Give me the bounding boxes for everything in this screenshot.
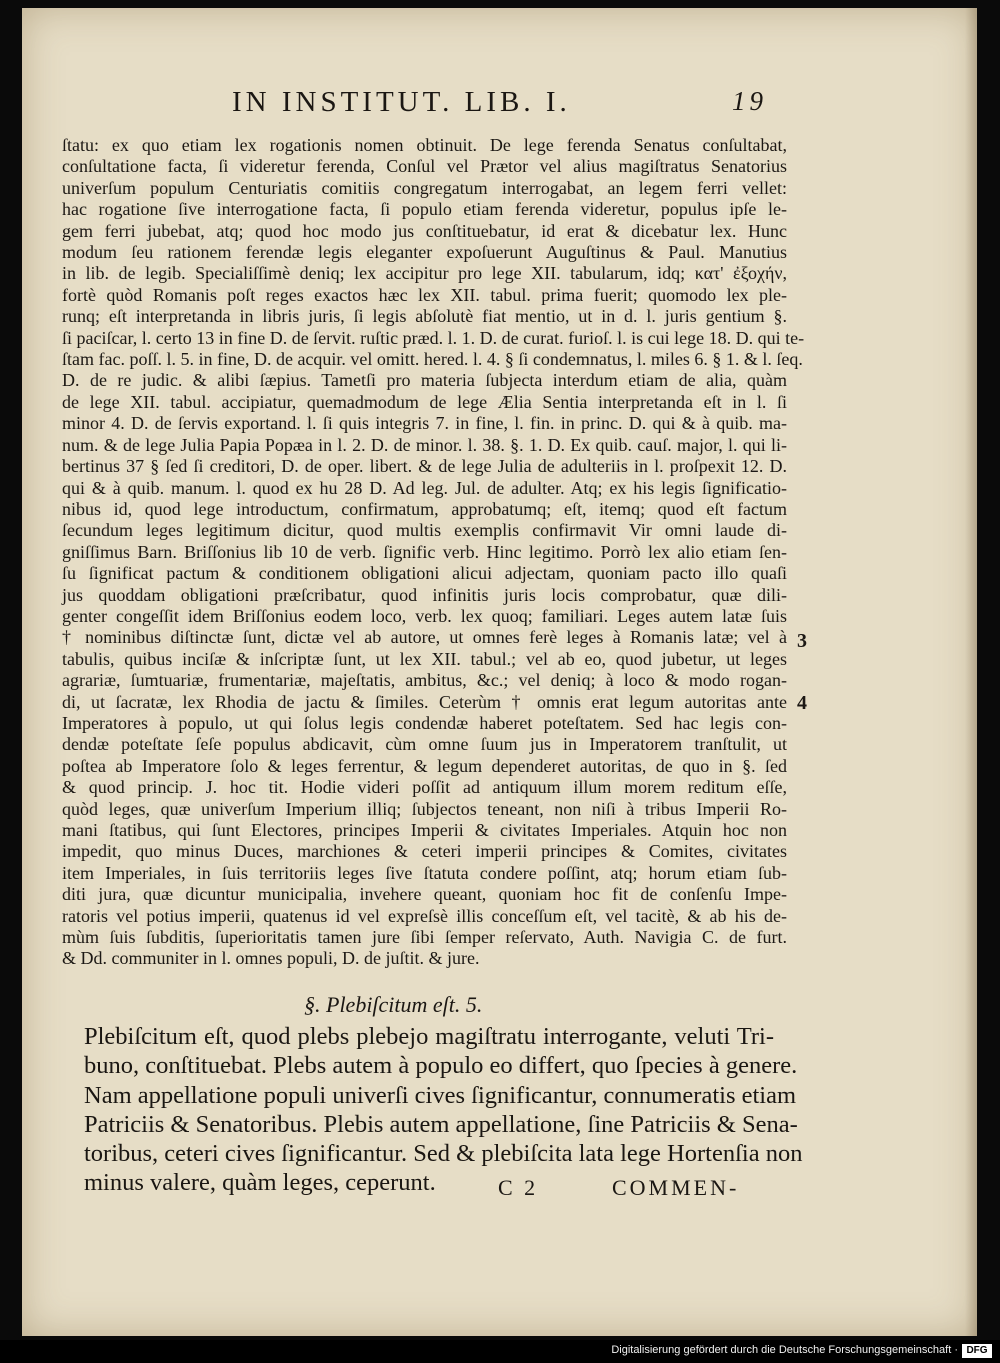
text-line: nibus id, quod lege introductum, confirmatum, approbatumq; eſt, itemq; quod eſt factum: [62, 498, 787, 519]
footer-credit: Digitalisierung gefördert durch die Deutsche Forschungsgemeinschaft ·: [611, 1344, 958, 1356]
text-line: tabulis, quibus inciſæ & inſcriptæ ſunt, ut lex XII. tabul.; vel ab eo, quod jubetur, ut leges: [62, 648, 787, 669]
main-text-line: Plebiſcitum eſt, quod plebs plebejo magiſtratu interrogante, veluti Tri-: [84, 1023, 774, 1050]
text-line: fortè quòd Romanis poſt reges exactos hæc lex XII. tabul. prima fuerit; quomodo lex ple-: [62, 284, 787, 305]
text-line: impedit, quo minus Duces, marchiones & ceteri imperii principes & Comites, civitates: [62, 841, 787, 862]
text-line: mùm ſuis ſubditis, ſuperioritatis tamen jure ſibi ſemper reſervato, Auth. Navigia C. de furt.: [62, 927, 787, 948]
text-line: ſtam fac. poſſ. l. 5. in fine, D. de acquir. vel omitt. hered. l. 4. § ſi condemnatus, l. miles 6. § 1. & l. ſeq.: [62, 349, 803, 370]
text-line: agrariæ, ſumtuariæ, frumentariæ, majeſtatis, ambitus, &c.; vel deniq; à loco & modo rogan-: [62, 670, 787, 691]
text-line: conſultatione facta, ſi videretur ferenda, Conſul vel Prætor vel alius magiſtratus Senatorius: [62, 156, 787, 177]
text-line: item Imperiales, in ſuis territoriis leges ſive ſtatuta condere poſſint, atq; horum etiam ſub-: [62, 862, 787, 883]
running-title: IN INSTITUT. LIB. I.: [232, 86, 571, 118]
signature-mark: C 2: [498, 1175, 539, 1200]
text-line: gem ferri jubebat, atq; quod hoc modo jus conſtituebatur, id erat & dicebatur lex. Hunc: [62, 220, 787, 241]
text-line: num. & de lege Julia Papia Popæa in l. 2. D. de minor. l. 38. §. 1. D. Ex quib. cauſ. major, l. qui li-: [62, 434, 787, 455]
section-heading: §. Plebiſcitum eſt. 5.: [304, 992, 483, 1017]
text-line: bertinus 37 § ſed ſi creditori, D. de oper. libert. & de lege Julia de adulteriis in l. proſpexit 12. D.: [62, 456, 787, 477]
text-line: poſtea ab Imperatore ſolo & leges ferrentur, & legum dependeret autoritas, de quo in §. ſed: [62, 755, 787, 776]
text-line: in lib. de legib. Specialiſſimè deniq; lex accipitur pro lege XII. tabularum, idq; κατ' ἐξοχήν,: [62, 263, 787, 284]
text-line: D. de re judic. & alibi ſæpius. Tametſi pro materia ſubjecta interdum etiam de alia, quàm: [62, 370, 787, 391]
text-line: dendæ poteſtate ſeſe populus abdicavit, cùm omne ſuum jus in Imperatorem tranſtulit, ut: [62, 734, 787, 755]
commentary-text: [62, 135, 807, 970]
main-text-line: toribus, ceteri cives ſignificantur. Sed & plebiſcita lata lege Hortenſia non: [84, 1140, 803, 1168]
text-line: gniſſimus Barn. Briſſonius lib 10 de verb. ſignific verb. Hinc legitimo. Porrò lex alio etiam ſen-: [62, 541, 787, 562]
text-line: † nominibus diſtinctæ ſunt, dictæ vel ab autore, ut omnes ferè leges à Romanis latæ; vel à: [62, 627, 787, 648]
footer-bar: [0, 1340, 1000, 1363]
text-line: genter congeſſit idem Briſſonius eodem loco, verb. lex quoq; familiari. Leges autem latæ ſuis: [62, 605, 787, 626]
text-line: & quod princip. J. hoc tit. Hodie videri poſſit ad antiquum illum morem reditum eſſe,: [62, 777, 787, 798]
text-line: univerſum populum Centuriatis comitiis congregatum interrogabat, an legem ferri vellet:: [62, 177, 787, 198]
margin-note: 4: [797, 692, 807, 714]
text-line: diti jura, quæ dicuntur municipalia, invehere queant, quoniam hoc fit de conſenſu Impe-: [62, 884, 787, 905]
page-header: [22, 86, 977, 126]
main-text-line: buno, conſtituebat. Plebs autem à populo eo differt, quo ſpecies à genere.: [84, 1052, 798, 1080]
text-line: mani ſtatibus, qui ſunt Electores, principes Imperii & civitates Imperiales. Atquin hoc non: [62, 820, 787, 840]
margin-notes: [797, 135, 837, 970]
text-line: de lege XII. tabul. accipiatur, quemadmodum de lege Ælia Sentia interpretanda eſt in l. ſi: [62, 391, 787, 412]
text-line: modum ſeu rationem ferendæ legis eleganter expoſuerunt Auguſtinus & Paul. Manutius: [62, 242, 787, 263]
text-line: quòd leges, quæ univerſum Imperium illiq; ſubjectos teneant, non niſi à tribus Imperii Ro-: [62, 798, 787, 819]
main-text: [84, 1022, 803, 1198]
book-page: [22, 8, 977, 1336]
margin-note: 3: [797, 630, 807, 652]
text-line: di, ut ſacratæ, lex Rhodia de jactu & ſimiles. Ceterùm † omnis erat legum autoritas ante: [62, 691, 787, 712]
text-line: & Dd. communiter in l. omnes populi, D. de juſtit. & jure.: [62, 948, 480, 969]
main-text-line: Nam appellatione populi univerſi cives ſignificantur, connumeratis etiam: [84, 1081, 797, 1109]
main-text-line: minus valere, quàm leges, ceperunt.: [84, 1169, 436, 1197]
text-line: qui & à quib. manum. l. quod ex hu 28 D. Ad leg. Jul. de adulter. Atq; ex his legis ſignificatio-: [62, 477, 787, 498]
catchword: COMMEN-: [612, 1175, 740, 1200]
text-line: ſi paciſcar, l. certo 13 in fine D. de ſervit. ruſtic præd. l. 1. D. de curat. furioſ. l. is cui lege 18. D. qui te-: [62, 327, 805, 348]
text-line: jus quoddam obligationi præſcribatur, quod infinitis juris locis comprobatur, quæ dili-: [62, 584, 787, 605]
text-line: minor 4. D. de ſervis exportand. l. ſi quis integris 7. in fine, l. fin. in princ. D. qui & à quib. ma-: [62, 413, 787, 434]
text-line: ſecundum leges legitimum dicitur, quod multis exemplis confirmavit Vir omni laude di-: [62, 520, 787, 541]
text-line: hac rogatione ſive interrogatione facta, ſi populo etiam ferenda videretur, populus ipſe le-: [62, 199, 787, 220]
text-line: runq; eſt interpretanda in libris juris, ſi legis abſolutè fiat mentio, ut in d. l. juris gentium §.: [62, 306, 787, 327]
dfg-logo-icon: DFG: [962, 1344, 992, 1358]
page-number: 19: [732, 86, 767, 116]
main-text-line: Patriciis & Senatoribus. Plebis autem appellatione, ſine Patriciis & Sena-: [84, 1110, 798, 1138]
text-line: ſtatu: ex quo etiam lex rogationis nomen obtinuit. De lege ferenda Senatus conſultabat,: [62, 135, 787, 155]
text-line: ſu ſignificat pactum & conditionem obligationi alicui adjectam, quoniam pacto illo quaſi: [62, 563, 787, 584]
text-line: ratoris vel potius imperii, quatenus id vel expreſsè illis conceſſum eſt, vel tacitè, & ab his de-: [62, 905, 787, 926]
text-line: Imperatores à populo, ut qui ſolus legis condendæ haberet poteſtatem. Sed hac legis con-: [62, 712, 787, 733]
